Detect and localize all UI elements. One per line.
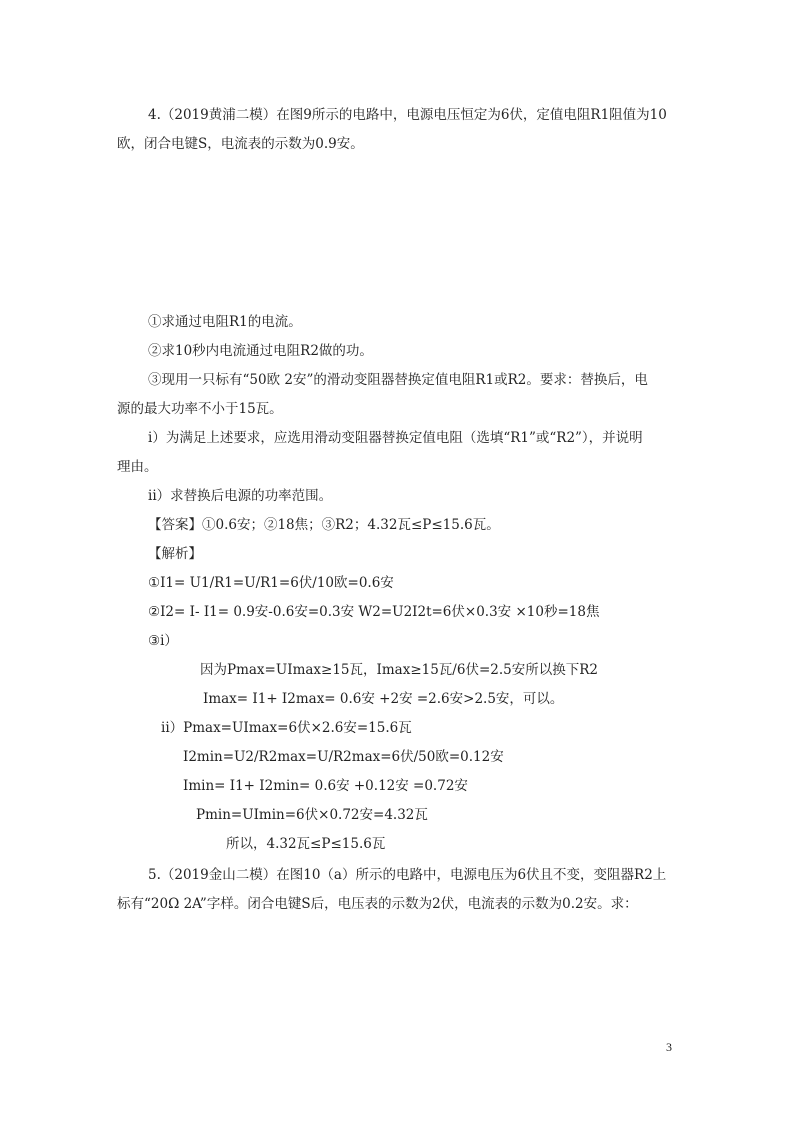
q5-line1: 5.（2019金山二模）在图10（a）所示的电路中，电源电压为6伏且不变，变阻器R2上 <box>148 867 667 883</box>
q4-line2: 欧，闭合电键S，电流表的示数为0.9安。 <box>117 136 364 152</box>
q5-line2: 标有“20Ω 2A”字样。闭合电键S后，电压表的示数为2伏，电流表的示数为0.2安。求： <box>117 896 638 912</box>
q4-sub1: ①求通过电阻R1的电流。 <box>148 314 302 330</box>
solution-step-7: I2min=U2/R2max=U/R2max=6伏/50欧=0.12安 <box>183 749 504 765</box>
q4-sub3b: 源的最大功率不小于15瓦。 <box>117 401 283 417</box>
answer-line: 【答案】①0.6安；②18焦；③R2；4.32瓦≤P≤15.6瓦。 <box>148 517 500 533</box>
solution-step-1: ①I1= U1/R1=U/R1=6伏/10欧=0.6安 <box>148 575 394 591</box>
page-number: 3 <box>666 1040 672 1054</box>
solution-step-10: 所以，4.32瓦≤P≤15.6瓦 <box>226 836 386 852</box>
solution-step-9: Pmin=UImin=6伏×0.72安=4.32瓦 <box>196 807 428 823</box>
q4-sub2: ②求10秒内电流通过电阻R2做的功。 <box>148 343 373 359</box>
solution-step-5: Imax= I1+ I2max= 0.6安 +2安 =2.6安>2.5安，可以。 <box>203 691 564 707</box>
solution-step-6: ii）Pmax=UImax=6伏×2.6安=15.6瓦 <box>161 720 412 736</box>
solution-step-8: Imin= I1+ I2min= 0.6安 +0.12安 =0.72安 <box>183 778 468 794</box>
solution-step-4: 因为Pmax=UImax≥15瓦，Imax≥15瓦/6伏=2.5安所以换下R2 <box>200 662 598 678</box>
q4-si-b: 理由。 <box>117 459 158 475</box>
q4-si-a: i）为满足上述要求，应选用滑动变阻器替换定值电阻（选填“R1”或“R2”），并说明 <box>148 430 643 446</box>
analysis-heading: 【解析】 <box>148 546 202 562</box>
solution-step-3: ③i） <box>148 633 178 649</box>
q4-line1: 4.（2019黄浦二模）在图9所示的电路中，电源电压恒定为6伏，定值电阻R1阻值为10 <box>148 107 667 123</box>
q4-sub3a: ③现用一只标有“50欧 2安”的滑动变阻器替换定值电阻R1或R2。要求：替换后，电 <box>148 372 648 388</box>
q4-sii: ii）求替换后电源的功率范围。 <box>148 488 333 504</box>
solution-step-2: ②I2= I- I1= 0.9安-0.6安=0.3安 W2=U2I2t=6伏×0.3安 ×10秒=18焦 <box>148 604 600 620</box>
